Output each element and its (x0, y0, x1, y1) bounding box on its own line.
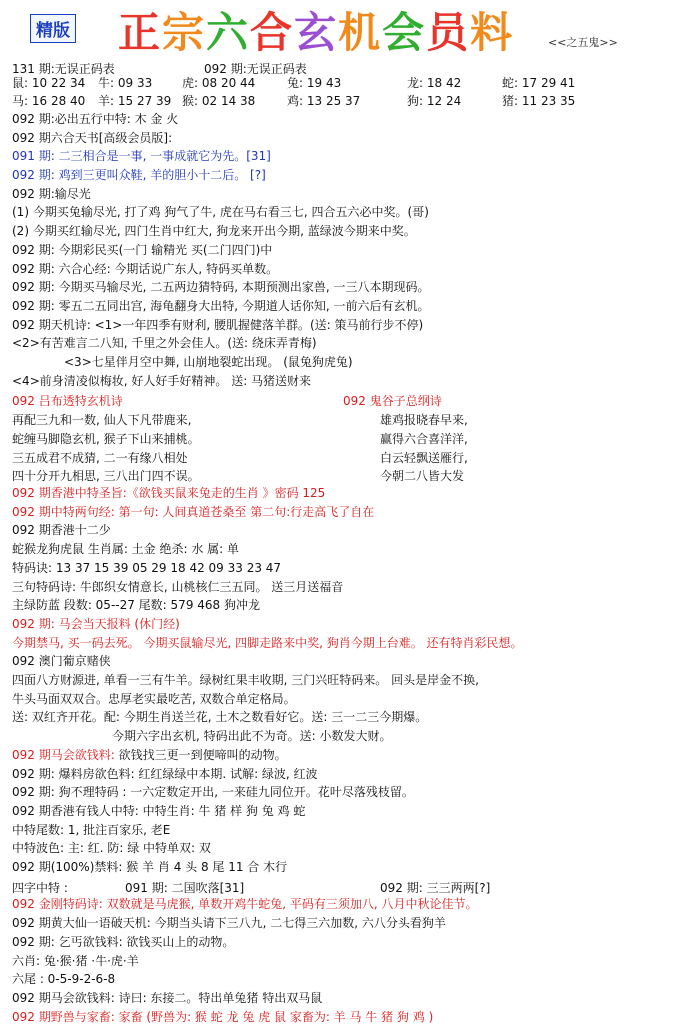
title-char: 宗 (162, 8, 207, 57)
text-line: 三句特码诗: 牛郎织女情意长, 山桃核仁三五同。 送三月送福音 (12, 580, 344, 594)
text-line: 092 期(100%)禁料: 猴 羊 肖 4 头 8 尾 11 合 木行 (12, 860, 288, 874)
text-line: 092 期:输尽光 (12, 187, 91, 201)
title-char: 正 (118, 8, 163, 57)
text-line: 092 期香港中特圣旨:《欲钱买鼠来兔走的生肖 》密码 125 (12, 486, 326, 500)
text-line: 092 澳门葡京赌侠 (12, 654, 111, 668)
zodiac-cell: 猴: 02 14 38 (182, 94, 256, 108)
text-line: 092 期: 今期买马输尽光, 二五两边猜特码, 本期预测出家兽, 一三八本期现码。 (12, 280, 430, 294)
poem-right-line: 今朝二八皆大发 (380, 469, 465, 483)
text-line: 092 期马会欲钱料: 欲钱找三更一到便啼叫的动物。 (12, 748, 287, 762)
text-line: 092 期黄大仙一语破天机: 今期当头请下三八九, 二七得三六加数, 六八分头看狗羊 (12, 916, 446, 930)
text-line: 中特波色: 主: 红. 防: 绿 中特单双: 双 (12, 841, 211, 855)
text-line: 送: 双红齐开花。配: 今期生肖送兰花, 土木之数看好它。送: 三一二三今期爆。 (12, 710, 428, 724)
text-line: 092 期: 爆料房欲色料: 红红绿绿中本期. 试解: 绿波, 红波 (12, 767, 318, 781)
text-line: 092 期: 乞丐欲钱料: 欲钱买山上的动物。 (12, 935, 235, 949)
title-char: 六 (206, 8, 251, 57)
poem-right-line: 赢得六合喜洋洋, (380, 432, 468, 446)
page-title (118, 0, 514, 60)
text-line: 092 期: 零五二五同出宫, 海龟翻身大出特, 今期道人话你知, 一前六后有玄机。 (12, 299, 430, 313)
text-line: 092 期香港十二少 (12, 523, 111, 537)
text-line: 092 期香港有钱人中特: 中特生肖: 牛 猪 样 狗 兔 鸡 蛇 (12, 804, 306, 818)
text-line: 主绿防蓝 段数: 05--27 尾数: 579 468 狗冲龙 (12, 598, 260, 612)
text-line: <4>前身清凌似梅妆, 好人好手好精神。 送: 马猪送财来 (12, 374, 312, 388)
text-line: 092 金刚特码诗: 双数就是马虎猴, 单数开鸡牛蛇兔, 平码有三须加八, 八月中秋论佳节。 (12, 897, 478, 911)
poem-left-line: 蛇缠马脚隐玄机, 猴子下山来捕桃。 (12, 432, 200, 446)
text-line: (1) 今期买兔输尽光, 打了鸡 狗气了牛, 虎在马右看三七, 四合五六必中奖。(哥) (12, 205, 429, 219)
zodiac-cell: 牛: 09 33 (98, 76, 153, 90)
poem-left-title: 092 吕布透特玄机诗 (12, 394, 123, 408)
poem-left-line: 三五成君不成猜, 二一有缘八相处 (12, 451, 188, 465)
text-line: 091 期: 二三相合是一事, 一事成就它为先。[31] (12, 149, 271, 163)
title-char: 料 (470, 8, 515, 57)
four-special-label: 四字中特 : (12, 881, 68, 895)
title-char: 合 (250, 8, 295, 57)
text-line: 092 期野兽与家畜: 家畜 (野兽为: 猴 蛇 龙 兔 虎 鼠 家畜为: 羊 马 牛 猪 狗 鸡 ) (12, 1010, 434, 1024)
zodiac-cell: 猪: 11 23 35 (502, 94, 576, 108)
text-line: 蛇猴龙狗虎鼠 生肖属: 土金 绝杀: 水 属: 单 (12, 542, 240, 556)
text-line: 092 期: 狗不理特码 : 一六定数定开出, 一来硅九同位开。花叶尽落残枝留。 (12, 785, 414, 799)
top-line-left: 131 期:无误正码表 (12, 62, 115, 76)
poem-right-title: 092 鬼谷子总纲诗 (343, 394, 442, 408)
text-line: 092 期马会欲钱料: 诗曰: 东接二。特出单兔猪 特出双马鼠 (12, 991, 323, 1005)
zodiac-cell: 蛇: 17 29 41 (502, 76, 576, 90)
title-char: 员 (426, 8, 471, 57)
text-line: 中特尾数: 1, 批注百家乐, 老E (12, 823, 171, 837)
zodiac-cell: 狗: 12 24 (407, 94, 462, 108)
text-line: <2>有苦难言二八知, 千里之外会佳人。(送: 绕床弄青梅) (12, 336, 317, 350)
text-line: 092 期中特两句经: 第一句: 人间真道苍桑至 第二句:行走高飞了自在 (12, 505, 375, 519)
text-line: 092 期: 六合心经: 今期话说广东人, 特码买单数。 (12, 262, 279, 276)
text-line: 六尾 : 0-5-9-2-6-8 (12, 972, 116, 986)
poem-left-line: 四十分开九相思, 三八出门四不误。 (12, 469, 200, 483)
text-line: 092 期: 马会当天报料 (休门经) (12, 617, 180, 631)
text-line: 牛头马面双双合。忠厚老实最吃苦, 双数合单定格局。 (12, 692, 296, 706)
text-line: 六肖: 兔·猴·猪 ·牛·虎·羊 (12, 954, 139, 968)
zodiac-cell: 马: 16 28 40 (12, 94, 86, 108)
top-line-right: 092 期:无误正码表 (204, 62, 307, 76)
text-line: 092 期六合天书[高级会员版]: (12, 131, 173, 145)
zodiac-cell: 虎: 08 20 44 (182, 76, 256, 90)
zodiac-cell: 兔: 19 43 (287, 76, 342, 90)
zodiac-cell: 鼠: 10 22 34 (12, 76, 86, 90)
text-line: (2) 今期买红输尽光, 四门生肖中红大, 狗龙来开出今期, 蓝绿波今期来中奖。 (12, 224, 416, 238)
text-line: 今期六字出玄机, 特码出此不为奇。送: 小数发大财。 (112, 729, 392, 743)
four-special-current: 092 期: 三三两两[?] (380, 881, 491, 895)
title-char: 机 (338, 8, 383, 57)
text-line: 特码诀: 13 37 15 39 05 29 18 42 09 33 23 47 (12, 561, 282, 575)
text-line: 092 期: 今期彩民买(一门 输精光 买(二门四门)中 (12, 243, 273, 257)
text-line: 092 期天机诗: <1>一年四季有财利, 腰肌握健落羊群。(送: 策马前行步不停) (12, 318, 424, 332)
text-line: 今期禁马, 买一码去死。 今期买鼠输尽光, 四脚走路来中奖, 狗肖今期上台难。 还有特肖彩民想。 (12, 636, 523, 650)
poem-left-line: 再配三九和一数, 仙人下凡带鹿来, (12, 413, 192, 427)
zodiac-cell: 鸡: 13 25 37 (287, 94, 361, 108)
text-line: <3>七星伴月空中舞, 山崩地裂蛇出现。 (鼠兔狗虎兔) (64, 355, 353, 369)
subtitle: <<之五鬼>> (548, 36, 618, 49)
text-line: 092 期: 鸡到三更叫众鞋, 羊的胆小十二后。 [?] (12, 168, 266, 182)
poem-right-line: 雄鸡报晓春早来, (380, 413, 468, 427)
zodiac-cell: 龙: 18 42 (407, 76, 462, 90)
text-line: 四面八方财源进, 单看一三有牛羊。绿树红果丰收期, 三门兴旺特码来。 回头是岸金不换, (12, 673, 479, 687)
badge: 精版 (30, 14, 76, 43)
poem-right-line: 白云轻飘送雁行, (380, 451, 468, 465)
header (0, 0, 690, 60)
zodiac-cell: 羊: 15 27 39 (98, 94, 172, 108)
title-char: 会 (382, 8, 427, 57)
text-line: 092 期:必出五行中特: 木 金 火 (12, 112, 179, 126)
title-char: 玄 (294, 8, 339, 57)
four-special-prev: 091 期: 二国吹落[31] (125, 881, 245, 895)
